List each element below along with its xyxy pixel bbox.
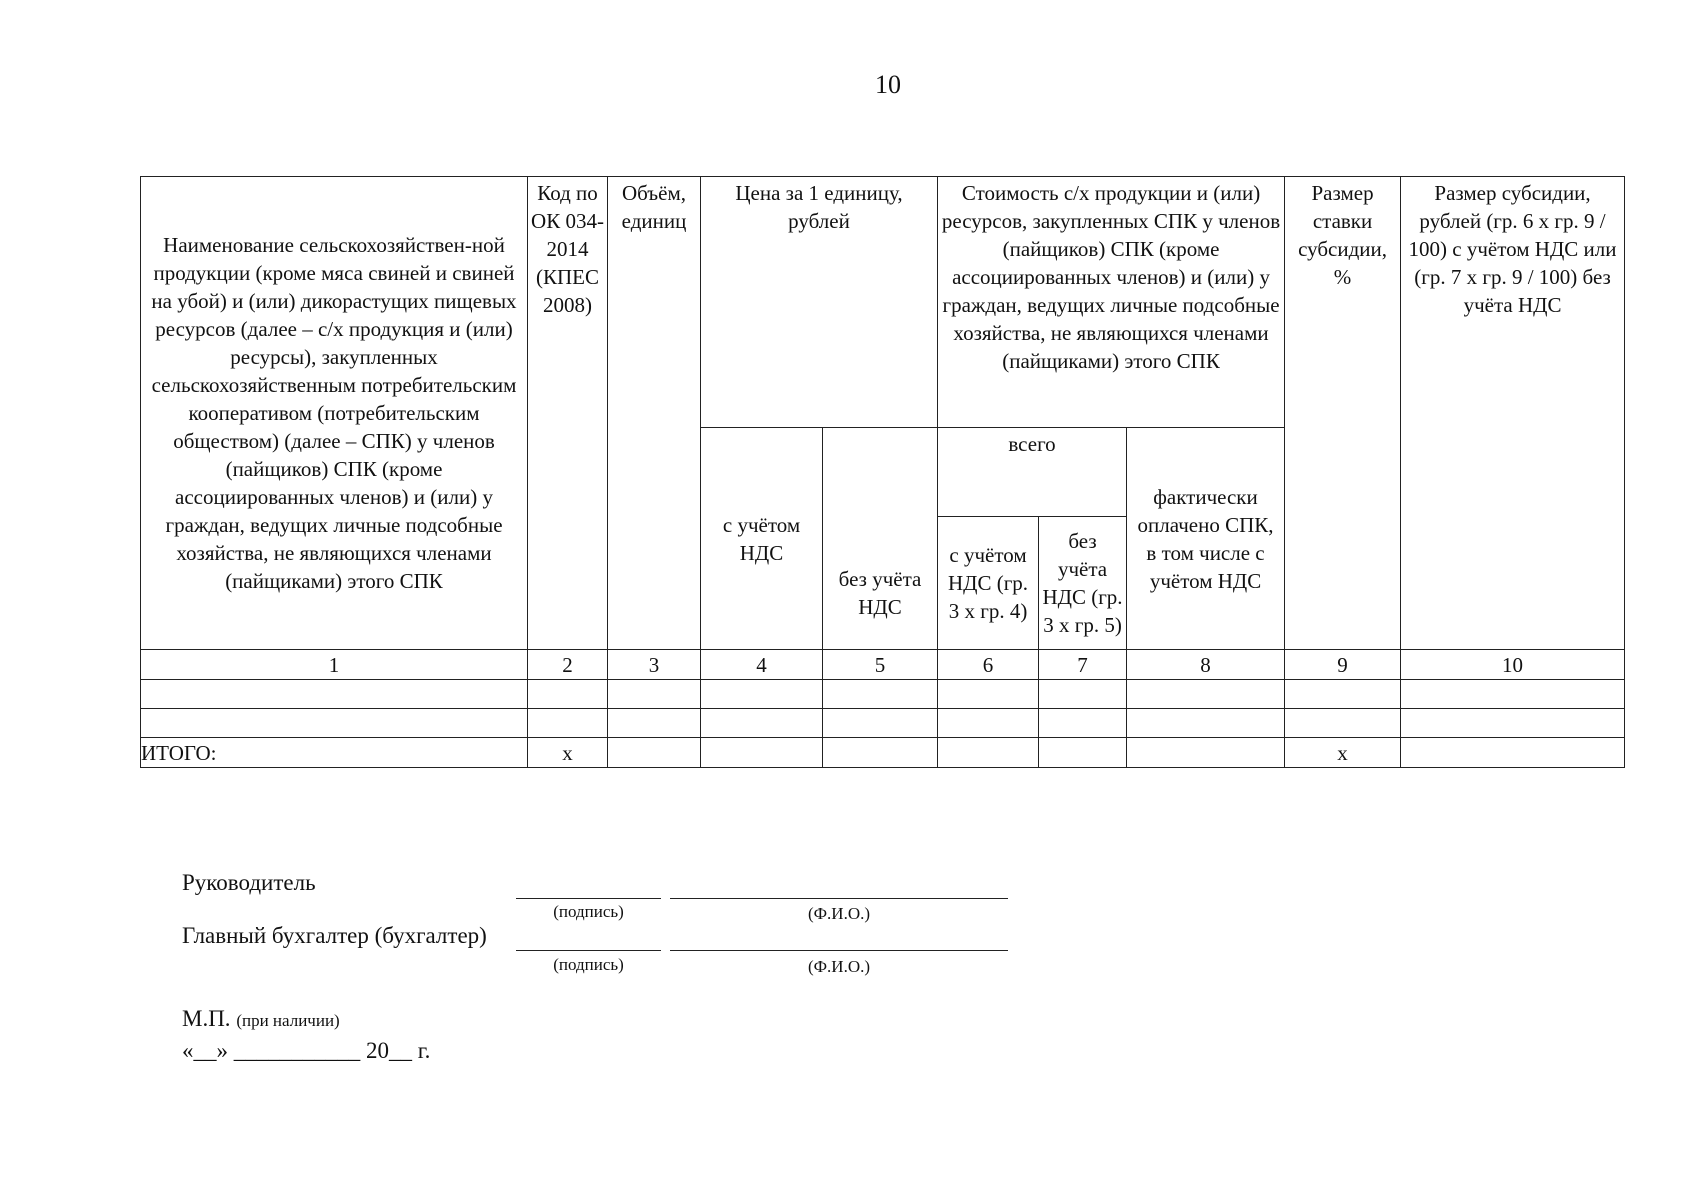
table-cell[interactable]	[1039, 680, 1127, 709]
table-cell[interactable]	[938, 709, 1039, 738]
header-price: Цена за 1 единицу, рублей	[701, 177, 938, 428]
table-cell[interactable]	[701, 680, 823, 709]
header-product-name: Наименование сельскохозяйствен-ной продукции (кроме мяса свиней и свиней на убой) и (или) дикорастущих пищевых ресурсов (далее – с/х продукция и (или) ресурсы), закупленных сельскохозяйственным потребительским кооперативом (потребительским обществом) (далее – СПК) у членов (пайщиков) СПК (кроме ассоциированных членов) и (или) у граждан, ведущих личные подсобные хозяйства, не являющихся членами (пайщиками) этого СПК	[141, 177, 528, 650]
header-cost-with-vat: с учётом НДС (гр. 3 х гр. 4)	[938, 517, 1039, 650]
column-number: 1	[141, 650, 528, 680]
subsidy-table	[140, 176, 1625, 768]
column-number: 9	[1285, 650, 1401, 680]
stamp-line	[182, 1006, 340, 1032]
total-row	[141, 738, 1625, 768]
header-cost-total: всего	[938, 428, 1127, 517]
table-row	[141, 709, 1625, 738]
total-cell[interactable]	[1127, 738, 1285, 768]
stamp-note: (при наличии)	[236, 1011, 340, 1030]
table-cell[interactable]	[1039, 709, 1127, 738]
date-line[interactable]: «__» ___________ 20__ г.	[182, 1038, 431, 1063]
table-cell[interactable]	[938, 680, 1039, 709]
column-number: 2	[528, 650, 608, 680]
table-cell[interactable]	[1127, 709, 1285, 738]
total-cell[interactable]	[1039, 738, 1127, 768]
table-cell[interactable]	[528, 709, 608, 738]
head-name-line[interactable]	[670, 898, 1008, 899]
column-number: 4	[701, 650, 823, 680]
total-cell[interactable]	[701, 738, 823, 768]
table-cell[interactable]	[141, 709, 528, 738]
head-signature-line[interactable]	[516, 898, 661, 899]
accountant-name-caption: (Ф.И.О.)	[807, 957, 871, 976]
table-cell[interactable]	[528, 680, 608, 709]
header-cost-paid: фактически оплачено СПК, в том числе с учётом НДС	[1127, 428, 1285, 650]
table-cell[interactable]	[1401, 680, 1625, 709]
table-cell[interactable]	[608, 680, 701, 709]
table-cell[interactable]	[1285, 680, 1401, 709]
header-price-with-vat: с учётом НДС	[701, 428, 823, 650]
header-cost-without-vat: без учёта НДС (гр. 3 х гр. 5)	[1039, 517, 1127, 650]
table-cell[interactable]	[141, 680, 528, 709]
total-code-mark: х	[528, 738, 608, 768]
accountant-name-line[interactable]	[670, 950, 1008, 951]
head-signature-caption: (подпись)	[553, 902, 624, 921]
column-number: 3	[608, 650, 701, 680]
table-row	[141, 680, 1625, 709]
header-price-without-vat: без учёта НДС	[823, 428, 938, 650]
header-subsidy: Размер субсидии, рублей (гр. 6 х гр. 9 / 100) с учётом НДС или (гр. 7 х гр. 9 / 100) без учёта НДС	[1401, 177, 1625, 650]
table-cell[interactable]	[823, 680, 938, 709]
table-cell[interactable]	[1285, 709, 1401, 738]
column-number: 5	[823, 650, 938, 680]
column-number: 8	[1127, 650, 1285, 680]
total-label: ИТОГО:	[141, 738, 528, 768]
column-number: 6	[938, 650, 1039, 680]
total-cell[interactable]	[823, 738, 938, 768]
accountant-label: Главный бухгалтер (бухгалтер)	[182, 923, 487, 948]
table-cell[interactable]	[608, 709, 701, 738]
total-cell[interactable]	[1401, 738, 1625, 768]
accountant-signature-line[interactable]	[516, 950, 661, 951]
header-volume: Объём, единиц	[608, 177, 701, 650]
header-code: Код по ОК 034-2014 (КПЕС 2008)	[528, 177, 608, 650]
table-cell[interactable]	[823, 709, 938, 738]
total-cell[interactable]	[608, 738, 701, 768]
head-label: Руководитель	[182, 870, 316, 895]
table-cell[interactable]	[1401, 709, 1625, 738]
header-rate: Размер ставки субсидии, %	[1285, 177, 1401, 650]
page-number: 10	[875, 70, 901, 99]
stamp-label: М.П.	[182, 1006, 231, 1031]
total-cell[interactable]	[938, 738, 1039, 768]
header-cost: Стоимость с/х продукции и (или) ресурсов, закупленных СПК у членов (пайщиков) СПК (кроме ассоциированных членов) и (или) у граждан, ведущих личные подсобные хозяйства, не являющихся членами (пайщиками) этого СПК	[938, 177, 1285, 428]
accountant-signature-caption: (подпись)	[553, 955, 624, 974]
total-rate-mark: х	[1285, 738, 1401, 768]
table-cell[interactable]	[1127, 680, 1285, 709]
column-number: 7	[1039, 650, 1127, 680]
column-number-row	[141, 650, 1625, 680]
table-cell[interactable]	[701, 709, 823, 738]
head-name-caption: (Ф.И.О.)	[807, 904, 871, 923]
column-number: 10	[1401, 650, 1625, 680]
